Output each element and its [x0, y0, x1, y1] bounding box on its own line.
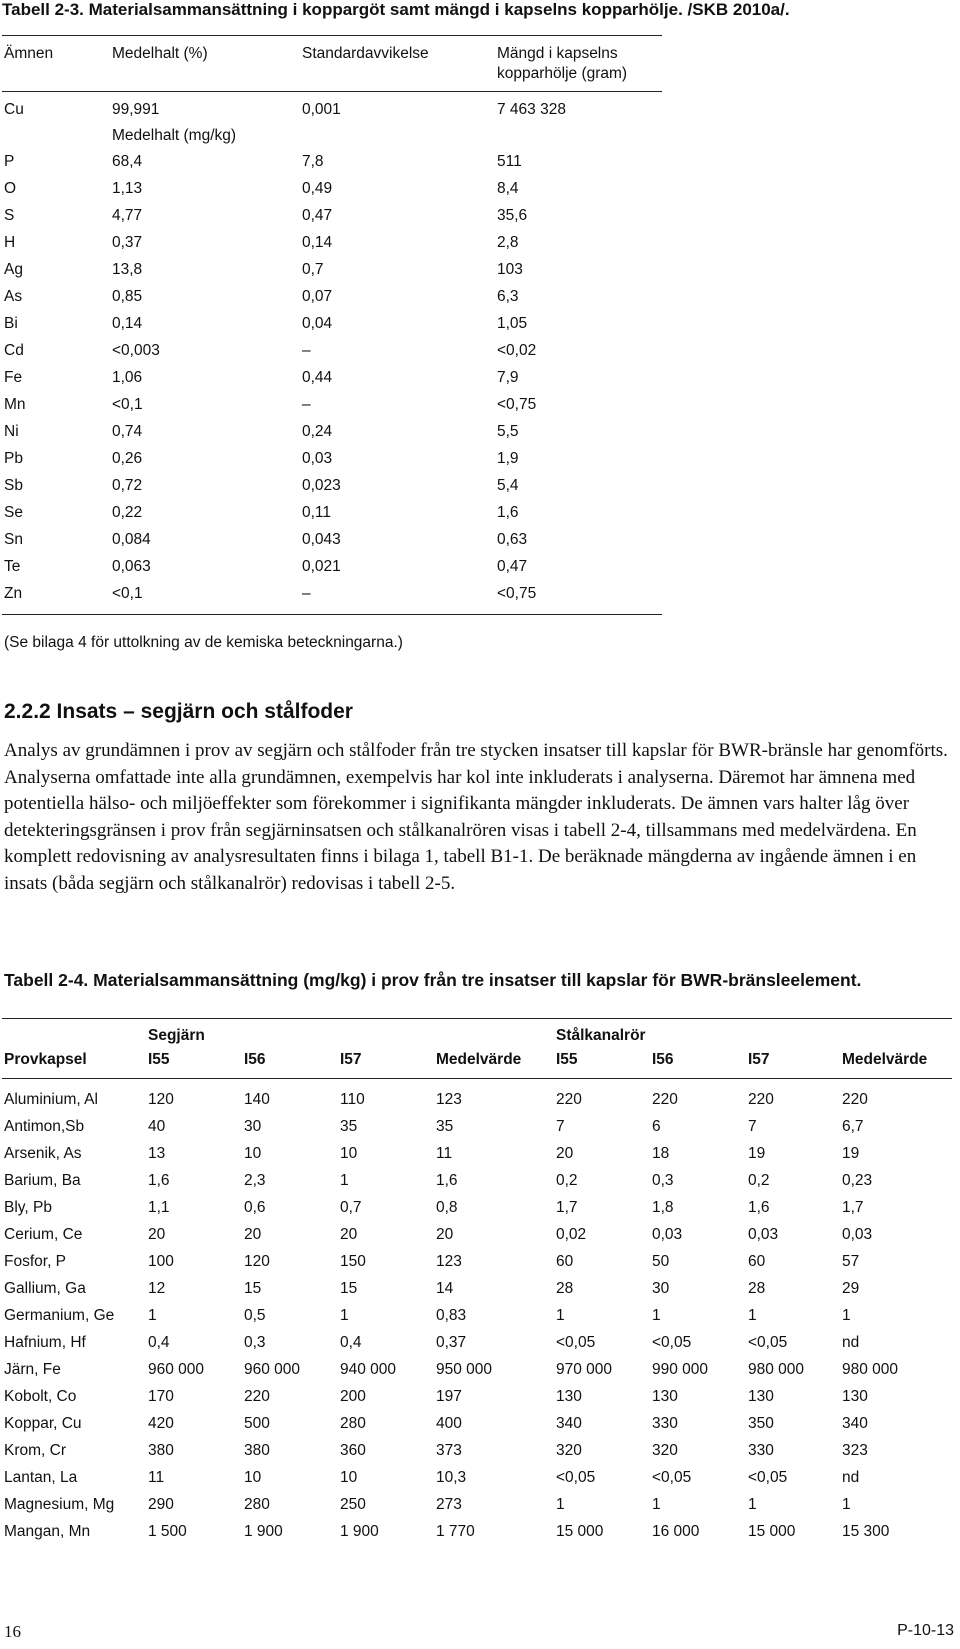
- value-cell: 330: [748, 1442, 774, 1459]
- sample-label-cell: Lantan, La: [4, 1469, 78, 1486]
- column-header: I55: [148, 1051, 170, 1068]
- value-cell: 1: [842, 1496, 851, 1513]
- value-cell: nd: [842, 1469, 860, 1486]
- value-cell: 290: [148, 1496, 174, 1513]
- value-cell: 15: [340, 1280, 358, 1297]
- value-cell: 10: [340, 1469, 358, 1486]
- value-cell: 7,8: [302, 153, 324, 170]
- table-caption: Tabell 2-3. Materialsammansättning i koppargöt samt mängd i kapselns kopparhölje. /SKB 2010a/.: [2, 0, 790, 19]
- value-cell: 20: [556, 1145, 574, 1162]
- table-rule-bottom: [2, 614, 662, 615]
- value-cell: 950 000: [436, 1361, 493, 1378]
- value-cell: 130: [556, 1388, 582, 1405]
- table-row: [2, 1442, 957, 1469]
- value-cell: 0,72: [112, 477, 143, 494]
- value-cell: 380: [244, 1442, 270, 1459]
- value-cell: 0,03: [748, 1226, 779, 1243]
- value-cell: 6,3: [497, 288, 519, 305]
- value-cell: 110: [340, 1091, 365, 1108]
- value-cell: 7 463 328: [497, 101, 566, 118]
- value-cell: 273: [436, 1496, 462, 1513]
- value-cell: 360: [340, 1442, 366, 1459]
- element-cell: Mn: [4, 396, 26, 413]
- value-cell: 28: [748, 1280, 766, 1297]
- value-cell: 350: [748, 1415, 774, 1432]
- value-cell: 0,74: [112, 423, 143, 440]
- value-cell: 1,8: [652, 1199, 674, 1216]
- page-number: 16: [4, 1622, 21, 1641]
- value-cell: 11: [436, 1145, 453, 1162]
- value-cell: 0,023: [302, 477, 341, 494]
- table-row: [2, 477, 662, 504]
- sample-label-cell: Järn, Fe: [4, 1361, 61, 1378]
- value-cell: 0,5: [244, 1307, 266, 1324]
- value-cell: 15 000: [748, 1523, 796, 1540]
- value-cell: 0,22: [112, 504, 143, 521]
- table-row: [2, 1199, 957, 1226]
- table-header-row: [2, 65, 662, 101]
- value-cell: 280: [244, 1496, 270, 1513]
- element-cell: S: [4, 207, 15, 224]
- value-cell: 15 300: [842, 1523, 890, 1540]
- element-cell: Pb: [4, 450, 23, 467]
- table-row: [2, 1091, 957, 1118]
- value-cell: 10: [244, 1469, 262, 1486]
- value-cell: 0,8: [436, 1199, 458, 1216]
- sample-label-cell: Gallium, Ga: [4, 1280, 86, 1297]
- value-cell: 400: [436, 1415, 462, 1432]
- table-row: [2, 1145, 957, 1172]
- value-cell: 130: [652, 1388, 678, 1405]
- value-cell: 1,06: [112, 369, 143, 386]
- value-cell: 0,23: [842, 1172, 873, 1189]
- value-cell: 340: [842, 1415, 868, 1432]
- value-cell: 0,3: [652, 1172, 674, 1189]
- value-cell: <0,02: [497, 342, 537, 359]
- value-cell: 7: [748, 1118, 757, 1135]
- value-cell: 170: [148, 1388, 174, 1405]
- column-header: Provkapsel: [4, 1051, 87, 1068]
- column-header: I57: [340, 1051, 362, 1068]
- value-cell: 0,44: [302, 369, 333, 386]
- value-cell: 130: [842, 1388, 868, 1405]
- value-cell: 103: [497, 261, 523, 278]
- value-cell: 12: [148, 1280, 166, 1297]
- value-cell: 1,6: [497, 504, 519, 521]
- value-cell: 960 000: [148, 1361, 205, 1378]
- table-row: [2, 558, 662, 585]
- value-cell: 19: [842, 1145, 860, 1162]
- value-cell: 0,47: [497, 558, 528, 575]
- column-header: kopparhölje (gram): [497, 65, 628, 82]
- value-cell: 0,2: [748, 1172, 770, 1189]
- value-cell: 0,03: [652, 1226, 683, 1243]
- value-cell: 13,8: [112, 261, 143, 278]
- value-cell: 57: [842, 1253, 860, 1270]
- value-cell: 0,2: [556, 1172, 578, 1189]
- value-cell: <0,1: [112, 585, 143, 602]
- column-header: Ämnen: [4, 45, 54, 62]
- element-cell: Sn: [4, 531, 23, 548]
- value-cell: 1 900: [244, 1523, 283, 1540]
- value-cell: 2,8: [497, 234, 519, 251]
- subheader: Medelhalt (mg/kg): [112, 127, 237, 144]
- value-cell: 500: [244, 1415, 270, 1432]
- value-cell: 30: [244, 1118, 262, 1135]
- column-header: Medelhalt (%): [112, 45, 208, 62]
- value-cell: 0,63: [497, 531, 528, 548]
- table-body: [2, 1091, 957, 1550]
- value-cell: 1,05: [497, 315, 528, 332]
- table-rule-top: [2, 1018, 952, 1019]
- value-cell: 1: [340, 1307, 349, 1324]
- value-cell: 980 000: [842, 1361, 899, 1378]
- value-cell: 0,063: [112, 558, 151, 575]
- value-cell: 40: [148, 1118, 166, 1135]
- group-header: Segjärn: [148, 1027, 205, 1044]
- value-cell: 0,37: [112, 234, 143, 251]
- element-cell: Sb: [4, 477, 23, 494]
- value-cell: <0,05: [652, 1469, 692, 1486]
- table-row: [2, 1361, 957, 1388]
- value-cell: 100: [148, 1253, 174, 1270]
- value-cell: 380: [148, 1442, 174, 1459]
- value-cell: 28: [556, 1280, 574, 1297]
- table-row: [2, 234, 662, 261]
- value-cell: 120: [244, 1253, 270, 1270]
- value-cell: 0,26: [112, 450, 143, 467]
- value-cell: 0,14: [302, 234, 333, 251]
- value-cell: –: [302, 342, 311, 359]
- value-cell: <0,05: [556, 1334, 596, 1351]
- sample-label-cell: Bly, Pb: [4, 1199, 52, 1216]
- value-cell: 1: [748, 1307, 757, 1324]
- value-cell: 120: [148, 1091, 174, 1108]
- sample-label-cell: Barium, Ba: [4, 1172, 81, 1189]
- value-cell: 0,4: [340, 1334, 362, 1351]
- value-cell: 0,7: [340, 1199, 362, 1216]
- element-cell: Fe: [4, 369, 23, 386]
- value-cell: 5,5: [497, 423, 519, 440]
- value-cell: 1,7: [842, 1199, 864, 1216]
- sample-label-cell: Germanium, Ge: [4, 1307, 115, 1324]
- value-cell: 0,4: [148, 1334, 170, 1351]
- value-cell: 1: [842, 1307, 851, 1324]
- table-row: [2, 1334, 957, 1361]
- value-cell: 0,084: [112, 531, 151, 548]
- value-cell: 35,6: [497, 207, 528, 224]
- element-cell: Cd: [4, 342, 24, 359]
- group-header: Stålkanalrör: [556, 1027, 646, 1044]
- column-header: I55: [556, 1051, 578, 1068]
- table-row: [2, 585, 662, 612]
- element-cell: As: [4, 288, 23, 305]
- value-cell: 1,7: [556, 1199, 578, 1216]
- value-cell: 7: [556, 1118, 565, 1135]
- value-cell: 330: [652, 1415, 678, 1432]
- value-cell: 8,4: [497, 180, 519, 197]
- value-cell: <0,1: [112, 396, 143, 413]
- element-cell: H: [4, 234, 16, 251]
- value-cell: <0,003: [112, 342, 160, 359]
- value-cell: 511: [497, 153, 522, 170]
- value-cell: 1: [556, 1496, 565, 1513]
- value-cell: 1 770: [436, 1523, 475, 1540]
- value-cell: 0,021: [302, 558, 341, 575]
- value-cell: 1,9: [497, 450, 519, 467]
- element-cell: Se: [4, 504, 23, 521]
- value-cell: 150: [340, 1253, 366, 1270]
- value-cell: –: [302, 585, 311, 602]
- sample-label-cell: Fosfor, P: [4, 1253, 67, 1270]
- value-cell: 30: [652, 1280, 670, 1297]
- value-cell: 6,7: [842, 1118, 864, 1135]
- value-cell: <0,75: [497, 396, 537, 413]
- value-cell: 35: [340, 1118, 358, 1135]
- element-cell: Zn: [4, 585, 23, 602]
- table-row: [2, 1496, 957, 1523]
- value-cell: 7,9: [497, 369, 519, 386]
- value-cell: 60: [748, 1253, 766, 1270]
- value-cell: 320: [556, 1442, 582, 1459]
- value-cell: 0,49: [302, 180, 333, 197]
- table-row: [2, 1388, 957, 1415]
- value-cell: 123: [436, 1253, 462, 1270]
- value-cell: 1: [652, 1307, 661, 1324]
- table-row: [2, 101, 662, 127]
- table-row: [2, 207, 662, 234]
- table-row: [2, 288, 662, 315]
- value-cell: 19: [748, 1145, 766, 1162]
- table-row: [2, 1280, 957, 1307]
- value-cell: 980 000: [748, 1361, 805, 1378]
- table-row: [2, 531, 662, 558]
- element-cell: O: [4, 180, 17, 197]
- value-cell: 0,83: [436, 1307, 467, 1324]
- table-header-rule: [2, 1078, 952, 1079]
- value-cell: 970 000: [556, 1361, 613, 1378]
- value-cell: <0,75: [497, 585, 537, 602]
- value-cell: 990 000: [652, 1361, 709, 1378]
- value-cell: 60: [556, 1253, 574, 1270]
- value-cell: –: [302, 396, 311, 413]
- value-cell: 1,6: [436, 1172, 458, 1189]
- value-cell: 220: [244, 1388, 270, 1405]
- value-cell: 4,77: [112, 207, 143, 224]
- value-cell: 320: [652, 1442, 678, 1459]
- table-row: [2, 1415, 957, 1442]
- element-cell: Ni: [4, 423, 19, 440]
- value-cell: 15: [244, 1280, 262, 1297]
- group-header-row: [2, 1027, 957, 1051]
- column-header: Standardavvikelse: [302, 45, 429, 62]
- value-cell: 0,07: [302, 288, 333, 305]
- table-row: [2, 1469, 957, 1496]
- value-cell: 0,03: [302, 450, 333, 467]
- value-cell: 1,13: [112, 180, 143, 197]
- column-header: Medelvärde: [436, 1051, 522, 1068]
- value-cell: 1 900: [340, 1523, 379, 1540]
- table-row: [2, 423, 662, 450]
- value-cell: 220: [556, 1091, 582, 1108]
- value-cell: 220: [652, 1091, 678, 1108]
- body-paragraph: Analys av grundämnen i prov av segjärn och stålfoder från tre stycken insatser till kapslar för BWR-bränsle har genomförts. Analyserna omfattade inte alla grundämnen, exempelvis har kol inte inkluderats i analyserna. Däremot har ämnena med potentiella hälso- och miljöeffekter som förekommer i signifikanta mängder inkluderats. De ämnen vars halter låg över detekteringsgränsen i prov från segjärninsatsen och stålkanalrören visas i tabell 2-4, tillsammans med medelvärdena. En komplett redovisning av analysresultaten finns i bilaga 1, tabell B1-1. De beräknade mängderna av ingående ämnen i en insats (båda segjärn och stålkanalrör) redovisas i tabell 2-5.: [4, 740, 948, 894]
- value-cell: 1: [556, 1307, 565, 1324]
- table-row: [2, 180, 662, 207]
- column-header: I57: [748, 1051, 770, 1068]
- table-body: [2, 153, 662, 612]
- value-cell: <0,05: [652, 1334, 692, 1351]
- column-header: I56: [244, 1051, 266, 1068]
- value-cell: 5,4: [497, 477, 519, 494]
- value-cell: 280: [340, 1415, 366, 1432]
- table-row: [2, 504, 662, 531]
- value-cell: 197: [436, 1388, 462, 1405]
- table-row: [2, 261, 662, 288]
- table-note: (Se bilaga 4 för uttolkning av de kemiska beteckningarna.): [4, 634, 403, 651]
- value-cell: 1: [748, 1496, 757, 1513]
- value-cell: 99,991: [112, 101, 160, 118]
- value-cell: 0,7: [302, 261, 324, 278]
- value-cell: 6: [652, 1118, 661, 1135]
- value-cell: 0,03: [842, 1226, 873, 1243]
- value-cell: <0,05: [748, 1334, 788, 1351]
- value-cell: 18: [652, 1145, 670, 1162]
- element-cell: Te: [4, 558, 21, 575]
- element-cell: Cu: [4, 101, 24, 118]
- document-code: P-10-13: [897, 1622, 954, 1639]
- table-row: [2, 1118, 957, 1145]
- material-composition-table: [2, 45, 662, 612]
- value-cell: 13: [148, 1145, 166, 1162]
- value-cell: 0,11: [302, 504, 332, 521]
- value-cell: 2,3: [244, 1172, 266, 1189]
- element-cell: Bi: [4, 315, 18, 332]
- value-cell: 0,043: [302, 531, 341, 548]
- value-cell: 16 000: [652, 1523, 700, 1540]
- value-cell: 1,6: [148, 1172, 170, 1189]
- sample-label-cell: Kobolt, Co: [4, 1388, 77, 1405]
- table-rule-top: [2, 35, 662, 36]
- value-cell: 0,001: [302, 101, 341, 118]
- value-cell: 1 500: [148, 1523, 187, 1540]
- sample-label-cell: Magnesium, Mg: [4, 1496, 115, 1513]
- column-header: I56: [652, 1051, 674, 1068]
- value-cell: 130: [748, 1388, 774, 1405]
- value-cell: 420: [148, 1415, 174, 1432]
- value-cell: 340: [556, 1415, 582, 1432]
- value-cell: 15 000: [556, 1523, 604, 1540]
- sample-label-cell: Arsenik, As: [4, 1145, 82, 1162]
- value-cell: 0,47: [302, 207, 333, 224]
- value-cell: 0,3: [244, 1334, 266, 1351]
- value-cell: 0,6: [244, 1199, 266, 1216]
- value-cell: 220: [842, 1091, 868, 1108]
- value-cell: 123: [436, 1091, 462, 1108]
- sample-label-cell: Cerium, Ce: [4, 1226, 83, 1243]
- value-cell: 200: [340, 1388, 366, 1405]
- column-header: Mängd i kapselns: [497, 45, 618, 62]
- element-cell: Ag: [4, 261, 23, 278]
- value-cell: 29: [842, 1280, 860, 1297]
- value-cell: 0,02: [556, 1226, 587, 1243]
- value-cell: 20: [244, 1226, 262, 1243]
- value-cell: 940 000: [340, 1361, 397, 1378]
- table-header-row: [2, 1051, 957, 1091]
- value-cell: 68,4: [112, 153, 143, 170]
- value-cell: 140: [244, 1091, 270, 1108]
- value-cell: 1,1: [148, 1199, 170, 1216]
- table-row: [2, 1172, 957, 1199]
- value-cell: 10,3: [436, 1469, 467, 1486]
- value-cell: 0,37: [436, 1334, 467, 1351]
- table-row: [2, 153, 662, 180]
- value-cell: 10: [340, 1145, 358, 1162]
- value-cell: 323: [842, 1442, 868, 1459]
- value-cell: 20: [148, 1226, 166, 1243]
- value-cell: 20: [436, 1226, 454, 1243]
- sample-label-cell: Krom, Cr: [4, 1442, 66, 1459]
- value-cell: 373: [436, 1442, 462, 1459]
- value-cell: 35: [436, 1118, 454, 1135]
- table-row: [2, 1226, 957, 1253]
- sample-label-cell: Hafnium, Hf: [4, 1334, 86, 1351]
- sample-label-cell: Koppar, Cu: [4, 1415, 82, 1432]
- table-header-rule: [2, 91, 662, 92]
- value-cell: 0,14: [112, 315, 143, 332]
- table-row: [2, 315, 662, 342]
- column-header: Medelvärde: [842, 1051, 928, 1068]
- value-cell: 0,85: [112, 288, 143, 305]
- value-cell: 250: [340, 1496, 366, 1513]
- value-cell: 1: [652, 1496, 661, 1513]
- value-cell: 220: [748, 1091, 774, 1108]
- value-cell: 960 000: [244, 1361, 301, 1378]
- table-row: [2, 1253, 957, 1280]
- value-cell: 0,24: [302, 423, 333, 440]
- value-cell: <0,05: [748, 1469, 788, 1486]
- value-cell: nd: [842, 1334, 860, 1351]
- table-row: [2, 396, 662, 423]
- value-cell: 50: [652, 1253, 670, 1270]
- table-row: [2, 1523, 957, 1550]
- table-subheader-row: [2, 127, 662, 153]
- value-cell: 1,6: [748, 1199, 770, 1216]
- value-cell: 11: [148, 1469, 165, 1486]
- value-cell: 14: [436, 1280, 454, 1297]
- table-row: [2, 1307, 957, 1334]
- value-cell: 10: [244, 1145, 262, 1162]
- value-cell: <0,05: [556, 1469, 596, 1486]
- table-row: [2, 450, 662, 477]
- value-cell: 1: [340, 1172, 349, 1189]
- table-caption: Tabell 2-4. Materialsammansättning (mg/kg) i prov från tre insatser till kapslar för BWR-bränsleelement.: [4, 970, 862, 990]
- value-cell: 20: [340, 1226, 358, 1243]
- table-row: [2, 342, 662, 369]
- table-row: [2, 369, 662, 396]
- value-cell: 1: [148, 1307, 157, 1324]
- insert-composition-table: [2, 1027, 957, 1550]
- sample-label-cell: Mangan, Mn: [4, 1523, 91, 1540]
- sample-label-cell: Aluminium, Al: [4, 1091, 98, 1108]
- sample-label-cell: Antimon,Sb: [4, 1118, 85, 1135]
- value-cell: 0,04: [302, 315, 333, 332]
- element-cell: P: [4, 153, 15, 170]
- section-heading: 2.2.2 Insats – segjärn och stålfoder: [4, 700, 353, 723]
